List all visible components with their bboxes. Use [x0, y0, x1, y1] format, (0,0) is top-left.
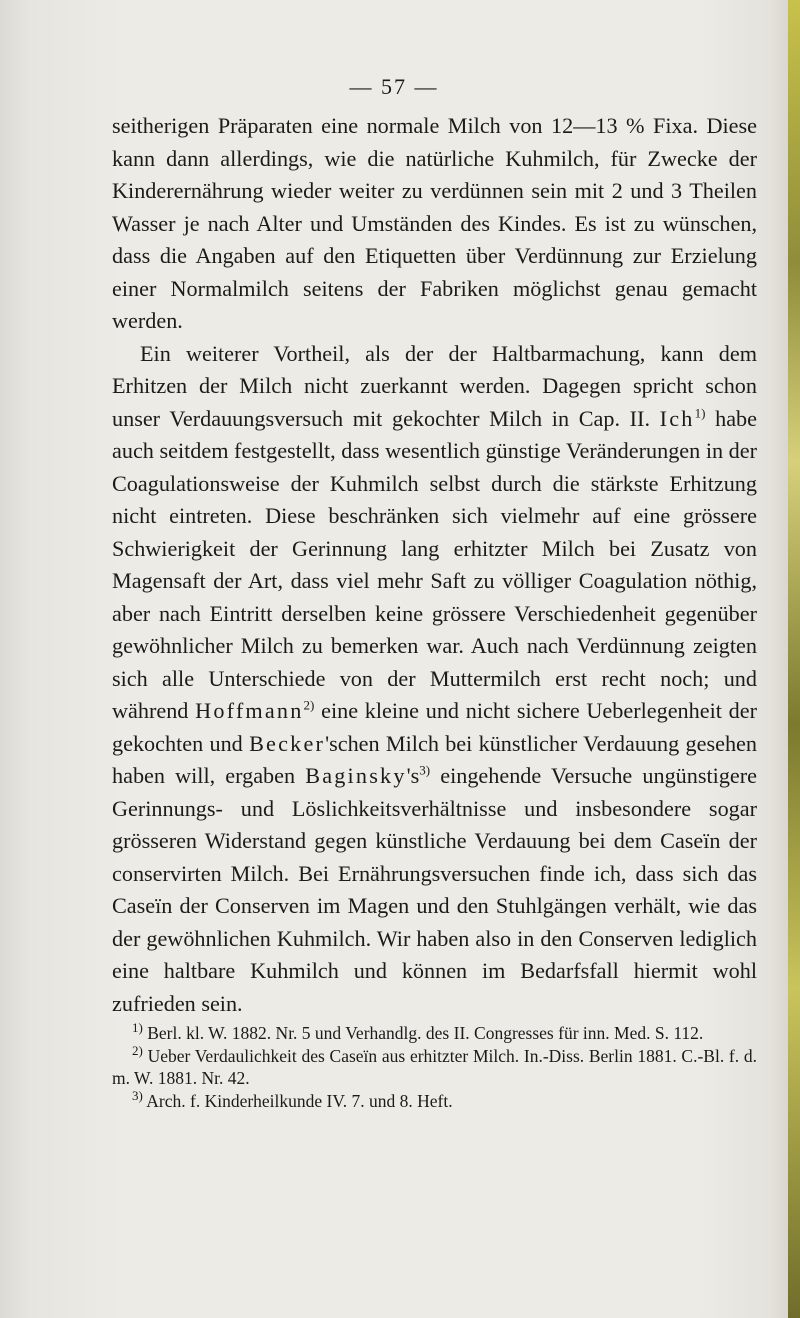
- text-run: eine kleine und nicht sichere Ueberlegenheit der gekochten und: [112, 698, 757, 756]
- text-run: Ein weiterer Vortheil, als der der Haltbarmachung, kann dem Erhitzen der Milch nicht zuerkannt werden. Dagegen spricht schon unser Verdauungsversuch mit gekochter Milch in Cap. II.: [112, 340, 757, 431]
- footnotes: [112, 1022, 757, 1112]
- footnote-text: Berl. kl. W. 1882. Nr. 5 und Verhandlg. des II. Congresses für inn. Med. S. 112.: [142, 1023, 704, 1043]
- footnote: [112, 1087, 757, 1113]
- author-name: Becker: [249, 730, 326, 756]
- footnote-reference: 1): [694, 405, 706, 421]
- book-binding-edge: [788, 0, 800, 1318]
- author-name: Hoffmann: [195, 698, 304, 723]
- paragraph: [112, 110, 757, 338]
- text-run: 'schen Milch bei künstlicher Verdauung gesehen haben will, ergaben: [112, 730, 757, 788]
- text-run: seitherigen Präparaten eine normale Milch von 12—13 % Fixa. Diese kann dann allerdings, wie die natürliche Kuhmilch, für Zwecke der Kinderernährung wieder weiter zu verdünnen sein mit 2 und 3 Theilen Wasser je nach Alter und Umständen des Kindes. Es ist zu wünschen, dass die Angaben auf den Etiquetten über Verdünnung zur Erzielung einer Normalmilch seitens der Fabriken möglichst genau gemacht werden.: [112, 113, 757, 333]
- footnote: [112, 1022, 757, 1045]
- footnote-text: Arch. f. Kinderheilkunde IV. 7. und 8. Heft.: [142, 1090, 453, 1111]
- footnote-text: Ueber Verdaulichkeit des Caseïn aus erhitzter Milch. In.-Diss. Berlin 1881. C.-Bl. f. d. m. W. 1881. Nr. 42.: [112, 1045, 757, 1088]
- author-name: Baginsky: [305, 763, 407, 788]
- footnote-mark: 1): [132, 1020, 143, 1036]
- text-run: eingehende Versuche ungünstigere Gerinnungs- und Löslichkeitsverhältnisse und insbesondere sogar grösseren Widerstand gegen künstliche Verdauung bei dem Caseïn der conservirten Milch. Bei Ernährungsversuchen finde ich, dass sich das Caseïn der Conserven im Magen und den Stuhlgängen verhält, wie das der gewöhnlichen Kuhmilch. Wir haben also in den Conserven lediglich eine haltbare Kuhmilch und können im Bedarfsfall hiermit wohl zufrieden sein.: [112, 763, 757, 1016]
- text-run: 's: [406, 763, 420, 788]
- author-name: Ich: [659, 405, 695, 431]
- footnote-reference: 3): [419, 762, 431, 778]
- footnote-reference: 2): [303, 697, 315, 713]
- body-text: [112, 110, 757, 1020]
- page-number: — 57 —: [349, 74, 439, 99]
- paragraph: [112, 338, 757, 1021]
- footnote-mark: 3): [132, 1087, 143, 1103]
- footnote-mark: 2): [132, 1042, 143, 1058]
- footnote: [112, 1042, 757, 1090]
- text-run: habe auch seitdem festgestellt, dass wesentlich günstige Veränderungen in der Coagulationsweise der Kuhmilch selbst durch die stärkste Erhitzung nicht eintreten. Diese beschränken sich vielmehr auf eine grössere Schwierigkeit der Gerinnung lang erhitzter Milch bei Zusatz von Magensaft der Art, dass viel mehr Saft zu völliger Coagulation nöthig, aber nach Eintritt derselben keine grössere Verschiedenheit gegenüber gewöhnlicher Milch zu bemerken war. Auch nach Verdünnung zeigten sich alle Unterschiede von der Muttermilch erst recht noch; und während: [112, 405, 757, 723]
